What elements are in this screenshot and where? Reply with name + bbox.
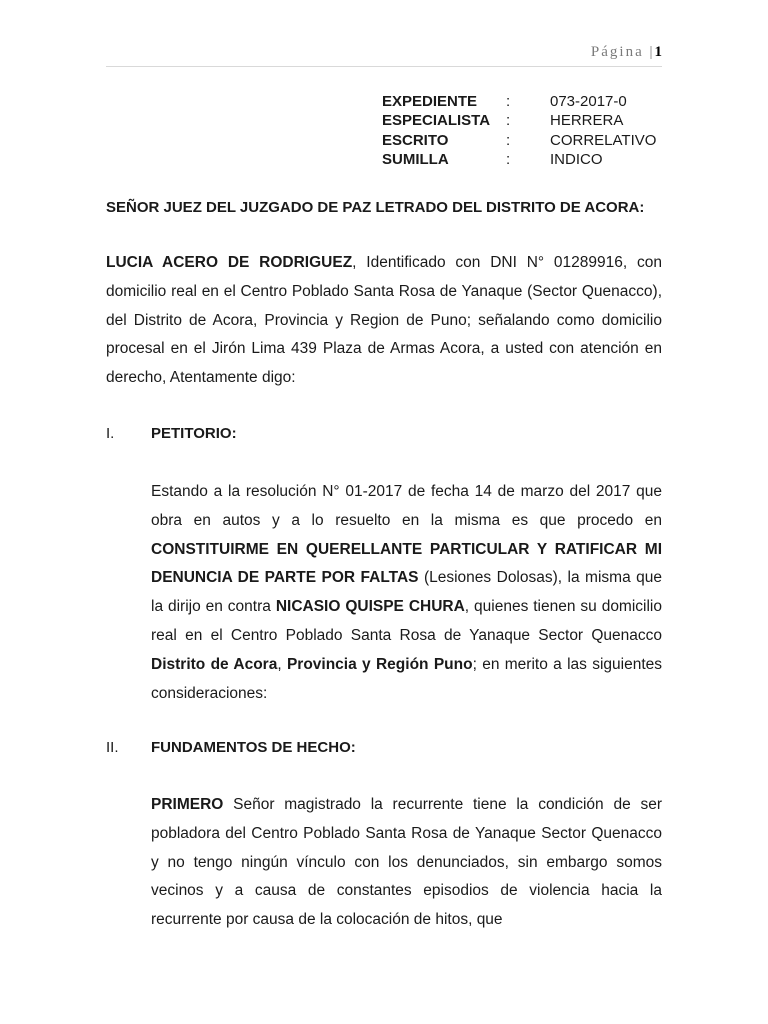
- case-value: HERRERA: [550, 112, 624, 130]
- petitorio-text: (Lesiones Dolosas), la misma que la dirijo en contra: [151, 569, 662, 616]
- petitorio-text: , quienes tienen su domicilio real en el Centro Poblado Santa Rosa de Yanaque Sector Quenacco: [151, 598, 662, 644]
- petitorio-text: ,: [277, 655, 287, 673]
- case-info-block: [382, 92, 670, 169]
- petitorio-bold: Provincia y Región Puno: [286, 655, 473, 673]
- section-title-petitorio: PETITORIO:: [151, 425, 237, 442]
- case-value: CORRELATIVO: [550, 131, 657, 149]
- section-title-fundamentos: FUNDAMENTOS DE HECHO:: [151, 739, 356, 756]
- fundamentos-bold: PRIMERO: [151, 796, 224, 813]
- page-label: Página: [590, 44, 644, 60]
- defendant-name: NICASIO QUISPE CHURA: [275, 598, 465, 616]
- case-value: 073-2017-0: [550, 93, 627, 110]
- case-row-especialista: [382, 111, 670, 130]
- case-row-expediente: [382, 92, 670, 111]
- addressee-heading: [106, 199, 644, 216]
- case-row-sumilla: [382, 150, 670, 169]
- page-number: 1: [654, 44, 662, 60]
- case-value: INDICO: [550, 150, 603, 168]
- page-header: [591, 44, 662, 61]
- intro-paragraph: [106, 249, 662, 393]
- case-colon: :: [506, 93, 511, 110]
- petitorio-bold: CONSTITUIRME EN QUERELLANTE PARTICULAR Y RATIFICAR MI DENUNCIA DE PARTE POR FALTAS: [151, 540, 662, 587]
- petitorio-paragraph: [151, 478, 662, 708]
- case-label: ESPECIALISTA: [382, 112, 491, 130]
- case-colon: :: [506, 150, 511, 168]
- addressee-colon: :: [639, 199, 645, 216]
- petitorio-text: ; en merito a las siguientes consideraciones:: [151, 655, 662, 702]
- case-label: SUMILLA: [382, 150, 449, 168]
- addressee-text: SEÑOR JUEZ DEL JUZGADO DE PAZ LETRADO DEL DISTRITO DE ACORA: [106, 199, 640, 216]
- petitorio-bold: Distrito de Acora: [151, 655, 278, 673]
- case-label: EXPEDIENTE: [382, 93, 478, 110]
- intro-text: , Identificado con DNI N° 01289916, con domicilio real en el Centro Poblado Santa Rosa de Yanaque (Sector Quenacco), del Distrito de Acora, Provincia y Region de Puno; señalando como domicilio procesal en el Jirón Lima 439 Plaza de Armas Acora, a usted con atención en derecho, Atentamente digo:: [106, 254, 662, 387]
- case-colon: :: [506, 112, 511, 130]
- case-label: ESCRITO: [382, 131, 449, 149]
- petitioner-name: LUCIA ACERO DE RODRIGUEZ: [106, 254, 353, 271]
- section-number: I.: [106, 425, 115, 442]
- petitorio-text: Estando a la resolución N° 01-2017 de fecha 14 de marzo del 2017 que obra en autos y a lo resuelto en la misma es que procedo en: [151, 483, 662, 529]
- page-separator: |: [649, 44, 655, 60]
- case-row-escrito: [382, 131, 670, 150]
- header-divider: [106, 66, 662, 67]
- section-number: II.: [106, 739, 119, 756]
- fundamentos-text: Señor magistrado la recurrente tiene la condición de ser pobladora del Centro Poblado Santa Rosa de Yanaque Sector Quenacco y no tengo ningún vínculo con los denunciados, sin embargo somos vecinos y a causa de constantes episodios de violencia hacia la recurrente por causa de la colocación de hitos, que: [151, 796, 662, 929]
- fundamentos-paragraph: [151, 791, 662, 935]
- case-colon: :: [506, 131, 511, 149]
